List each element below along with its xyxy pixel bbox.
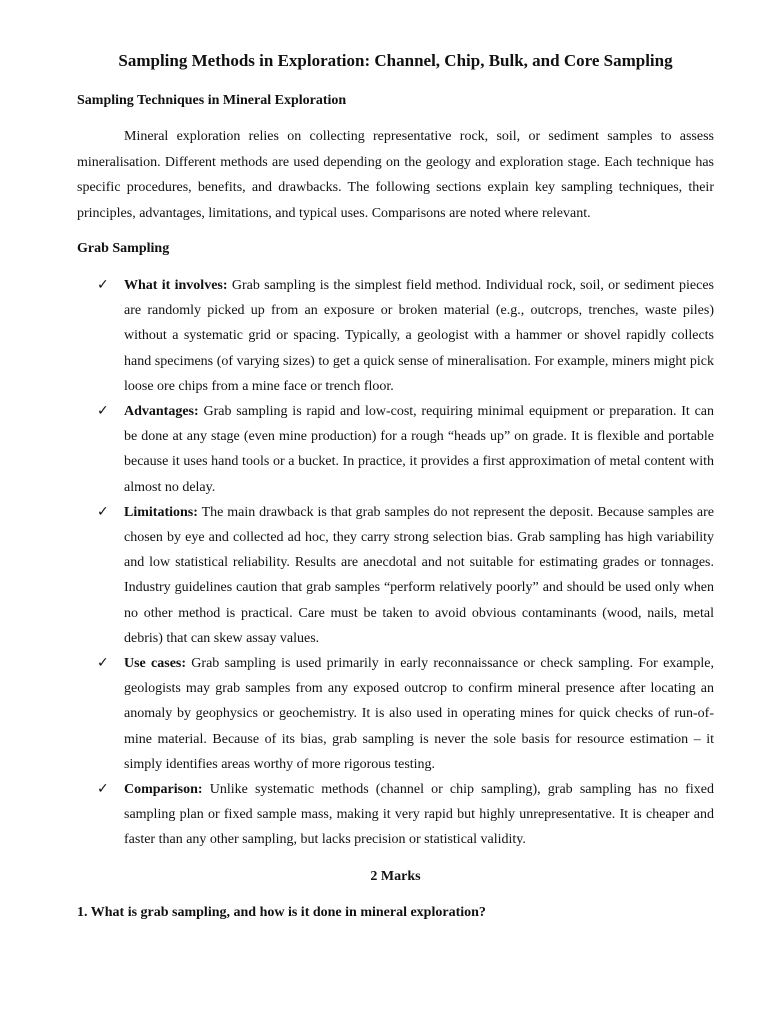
- bullet-text: Grab sampling is the simplest field method. Individual rock, soil, or sediment pieces are randomly picked up from an exposure or broken material (e.g., outcrops, trenches, waste piles) without a systematic grid or spacing. Typically, a geologist with a hammer or shovel rapidly collects hand specimens (of varying sizes) to get a quick sense of mineralisation. For example, miners might pick loose ore chips from a mine face or trench floor.: [124, 278, 714, 394]
- bullet-lead: What it involves:: [124, 278, 228, 293]
- section-heading: Sampling Techniques in Mineral Exploration: [77, 93, 347, 108]
- bullet-text: Grab sampling is rapid and low-cost, requiring minimal equipment or preparation. It can be done at any stage (even mine production) for a rough “heads up” on grade. It is flexible and portable because it uses hand tools or a bucket. In practice, it provides a first approximation of metal content with almost no delay.: [124, 404, 715, 495]
- bullet-lead: Advantages:: [124, 404, 199, 420]
- marks-heading: 2 Marks: [370, 868, 421, 884]
- document-title: Sampling Methods in Exploration: Channel, Chip, Bulk, and Core Sampling: [118, 51, 673, 70]
- checkmark-icon: ✓: [97, 503, 109, 520]
- bullet-text: The main drawback is that grab samples do not represent the deposit. Because samples are chosen by eye and collected ad hoc, they carry strong selection bias. Grab sampling has high variability and low statistical reliability. Results are anecdotal and not suitable for estimating grades or tonnages. Industry guidelines caution that grab samples “perform relatively poorly” and should be used only when no other method is practical. Care must be taken to avoid obvious contaminants (wood, nails, metal debris) that can skew assay values.: [124, 504, 714, 646]
- bullet-lead: Comparison:: [124, 782, 203, 798]
- grab-sampling-bullet-list: [77, 273, 714, 853]
- bullet-limitations: [77, 500, 714, 651]
- bullet-lead: Use cases:: [124, 656, 187, 672]
- checkmark-icon: ✓: [97, 655, 109, 672]
- intro-paragraph: Mineral exploration relies on collecting representative rock, soil, or sediment samples to assess mineralisation. Different methods are used depending on the geology and exploration stage. Each technique has specific procedures, benefits, and drawbacks. The following sections explain key sampling techniques, their principles, advantages, limitations, and typical uses. Comparisons are noted where relevant.: [77, 129, 714, 221]
- subsection-heading-grab-sampling: Grab Sampling: [77, 241, 170, 256]
- bullet-advantages: [77, 399, 714, 500]
- bullet-lead: Limitations:: [124, 504, 198, 520]
- bullet-text: Unlike systematic methods (channel or chip sampling), grab sampling has no fixed sampling plan or fixed sample mass, making it very rapid but highly unrepresentative. It is cheaper and faster than any other sampling, but lacks precision or statistical validity.: [124, 782, 715, 848]
- checkmark-icon: ✓: [97, 403, 109, 420]
- checkmark-icon: ✓: [97, 277, 109, 293]
- bullet-text: Grab sampling is used primarily in early reconnaissance or check sampling. For example, geologists may grab samples from any exposed outcrop to confirm mineral presence after locating an anomaly by geophysics or geochemistry. It is also used in operating mines for quick checks of run-of-mine material. Because of its bias, grab sampling is never the sole basis for resource estimation – it simply identifies areas worthy of more rigorous testing.: [124, 656, 714, 772]
- bullet-what-it-involves: [77, 273, 714, 399]
- checkmark-icon: ✓: [97, 781, 109, 798]
- bullet-use-cases: [77, 651, 714, 777]
- bullet-comparison: [77, 777, 714, 853]
- question-1: 1. What is grab sampling, and how is it done in mineral exploration?: [77, 904, 486, 920]
